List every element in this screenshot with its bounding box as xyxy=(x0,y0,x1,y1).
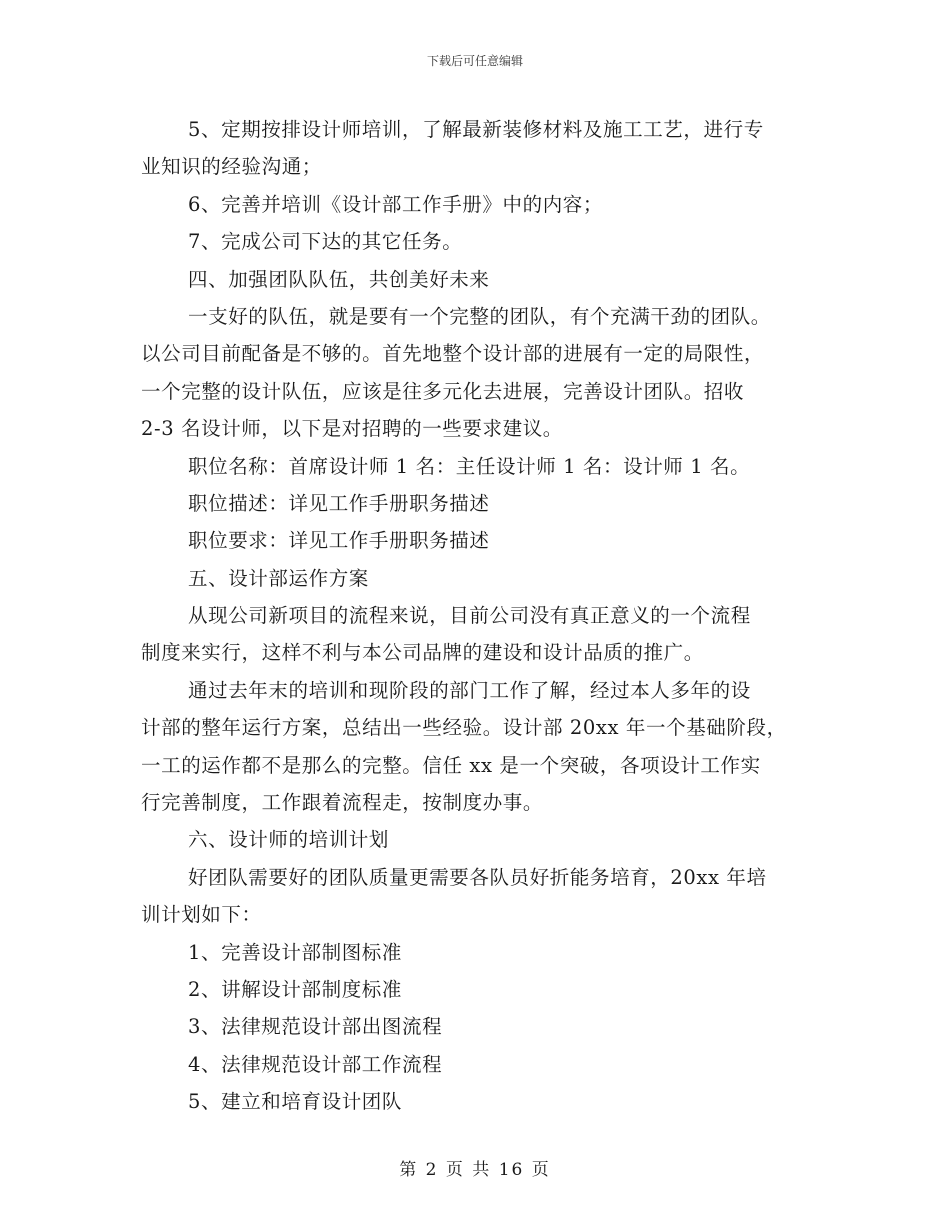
paragraph-line: 制度来实行，这样不利与本公司品牌的建设和设计品质的推广。 xyxy=(141,641,704,665)
paragraph-line: 6、完善并培训《设计部工作手册》中的内容； xyxy=(188,192,604,216)
section-heading: 四、加强团队队伍，共创美好未来 xyxy=(188,267,490,291)
paragraph-line: 好团队需要好的团队质量更需要各队员好折能务培育，20xx 年培 xyxy=(188,865,767,889)
section-heading: 六、设计师的培训计划 xyxy=(188,828,390,852)
paragraph-line: 行完善制度，工作跟着流程走，按制度办事。 xyxy=(141,791,544,815)
paragraph-line: 通过去年末的培训和现阶段的部门工作了解，经过本人多年的设 xyxy=(188,678,751,702)
paragraph-line: 职位描述：详见工作手册职务描述 xyxy=(188,491,490,515)
header-note: 下载后可任意编辑 xyxy=(426,54,523,68)
list-item: 1、完善设计部制图标准 xyxy=(188,940,403,964)
paragraph-line: 一工的运作都不是那么的完整。信任 xx 是一个突破，各项设计工作实 xyxy=(141,753,761,777)
paragraph-line: 从现公司新项目的流程来说，目前公司没有真正意义的一个流程 xyxy=(188,604,751,628)
paragraph-line: 以公司目前配备是不够的。首先地整个设计部的进展有一定的局限性， xyxy=(141,342,765,366)
section-heading: 五、设计部运作方案 xyxy=(188,566,369,590)
paragraph-line: 7、完成公司下达的其它任务。 xyxy=(188,230,463,254)
list-item: 4、法律规范设计部工作流程 xyxy=(188,1052,443,1076)
list-item: 5、建立和培育设计团队 xyxy=(188,1090,403,1114)
paragraph-line: 一个完整的设计队伍，应该是往多元化去进展，完善设计团队。招收 xyxy=(141,379,745,403)
paragraph-line: 训计划如下： xyxy=(141,903,262,927)
paragraph-line: 职位名称：首席设计师 1 名：主任设计师 1 名：设计师 1 名。 xyxy=(188,454,751,478)
paragraph-line: 一支好的队伍，就是要有一个完整的团队，有个充满干劲的团队。 xyxy=(188,304,771,328)
paragraph-line: 业知识的经验沟通； xyxy=(141,155,322,179)
paragraph-line: 职位要求：详见工作手册职务描述 xyxy=(188,529,490,553)
list-item: 3、法律规范设计部出图流程 xyxy=(188,1015,443,1039)
paragraph-line: 2-3 名设计师，以下是对招聘的一些要求建议。 xyxy=(141,417,563,441)
page-number: 第 2 页 共 16 页 xyxy=(399,1160,551,1180)
document-body xyxy=(141,111,821,1121)
paragraph-line: 计部的整年运行方案，总结出一些经验。设计部 20xx 年一个基础阶段， xyxy=(141,716,787,740)
paragraph-line: 5、定期按排设计师培训，了解最新装修材料及施工工艺，进行专 xyxy=(188,118,764,141)
list-item: 2、讲解设计部制度标准 xyxy=(188,977,403,1001)
